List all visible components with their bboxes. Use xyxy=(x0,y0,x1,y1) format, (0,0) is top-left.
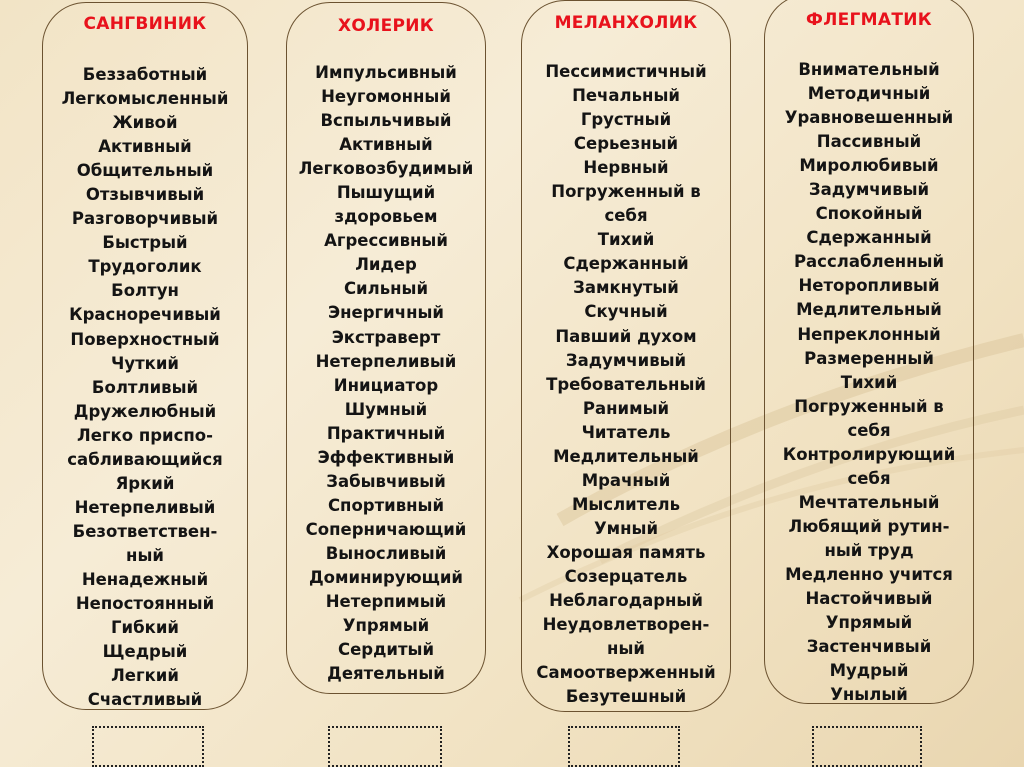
trait-item: Забывчивый xyxy=(326,471,446,491)
trait-item: Счастливый xyxy=(87,690,203,710)
trait-item: Ранимый xyxy=(582,398,670,418)
trait-item: Эффективный xyxy=(317,447,455,467)
column-phlegmatic xyxy=(764,0,974,704)
trait-item: Размеренный xyxy=(804,348,934,368)
trait-item: Мыслитель xyxy=(571,494,681,514)
trait-item: Быстрый xyxy=(102,233,188,253)
trait-item: Яркий xyxy=(115,473,175,493)
trait-item: Экстраверт xyxy=(331,327,441,347)
trait-item: Упрямый xyxy=(825,613,913,633)
answer-box-4[interactable] xyxy=(812,726,922,767)
trait-item: Легко приспо- xyxy=(77,425,213,445)
trait-item: Легковозбудимый xyxy=(298,159,474,179)
column-sanguine xyxy=(42,2,248,710)
column-title: САНГВИНИК xyxy=(83,14,207,34)
trait-item: Непреклонный xyxy=(797,324,941,344)
trait-item: Поверхностный xyxy=(70,329,220,349)
trait-item: себя xyxy=(604,206,648,226)
trait-item: Читатель xyxy=(581,422,671,442)
trait-item: Задумчивый xyxy=(565,350,687,370)
trait-item: Живой xyxy=(112,113,178,133)
trait-item: Ненадежный xyxy=(81,569,209,589)
column-title: МЕЛАНХОЛИК xyxy=(554,13,698,33)
trait-item: Мрачный xyxy=(581,470,671,490)
trait-item: Чуткий xyxy=(111,353,179,373)
trait-item: Сильный xyxy=(343,279,429,299)
trait-item: Неугомонный xyxy=(321,87,451,107)
trait-item: Контролирующий xyxy=(782,444,956,464)
trait-item: Дружелюбный xyxy=(73,401,217,421)
column-title: ХОЛЕРИК xyxy=(338,16,434,36)
trait-item: Доминирующий xyxy=(308,567,463,587)
trait-item: Внимательный xyxy=(798,60,940,79)
trait-item: Замкнутый xyxy=(573,278,679,298)
trait-item: Застенчивый xyxy=(806,637,932,657)
trait-item: Миролюбивый xyxy=(799,156,939,176)
trait-item: Хорошая память xyxy=(546,542,706,562)
trait-item: Соперничающий xyxy=(305,519,467,539)
trait-item: Грустный xyxy=(580,110,672,130)
trait-item: Нетерпеливый xyxy=(315,351,457,371)
trait-item: Импульсивный xyxy=(315,63,457,82)
trait-item: Общительный xyxy=(76,161,214,181)
trait-item: Активный xyxy=(98,137,192,157)
trait-item: Трудоголик xyxy=(88,257,202,277)
trait-item: Щедрый xyxy=(102,642,188,662)
trait-item: Пассивный xyxy=(816,132,922,152)
trait-item: Красноречивый xyxy=(69,305,221,325)
trait-item: Нервный xyxy=(583,158,669,178)
trait-item: Легкий xyxy=(111,666,179,686)
trait-list xyxy=(281,61,491,686)
trait-item: Методичный xyxy=(807,84,931,104)
trait-item: Погруженный в xyxy=(794,396,944,416)
trait-item: Неблагодарный xyxy=(549,591,703,611)
trait-item: Пессимистичный xyxy=(545,62,707,81)
trait-item: Расслабленный xyxy=(793,252,945,272)
trait-item: Самоотверженный xyxy=(536,663,716,683)
trait-item: Уравновешенный xyxy=(784,108,954,128)
column-title: ФЛЕГМАТИК xyxy=(806,10,932,30)
trait-item: Тихий xyxy=(597,230,655,250)
answer-box-2[interactable] xyxy=(328,726,442,767)
trait-item: Созерцатель xyxy=(564,566,688,586)
trait-item: Мудрый xyxy=(829,661,909,681)
trait-item: Сердитый xyxy=(337,640,435,660)
trait-item: Нетерпеливый xyxy=(74,497,216,517)
trait-item: Унылый xyxy=(830,685,908,705)
trait-item: Спокойный xyxy=(815,204,923,224)
trait-item: Безответствен- xyxy=(72,521,218,541)
trait-item: Павший духом xyxy=(555,326,697,346)
trait-item: себя xyxy=(847,468,891,488)
trait-item: Деятельный xyxy=(327,664,445,684)
trait-item: Требовательный xyxy=(546,374,706,394)
answer-box-3[interactable] xyxy=(568,726,680,767)
trait-item: Неудовлетворен- xyxy=(542,615,710,635)
trait-item: Скучный xyxy=(584,302,668,322)
trait-item: Практичный xyxy=(326,423,446,443)
trait-item: Непостоянный xyxy=(75,594,215,614)
trait-item: ный xyxy=(607,639,645,659)
trait-item: Вспыльчивый xyxy=(320,111,452,131)
trait-list xyxy=(759,58,979,707)
trait-item: Отзывчивый xyxy=(85,185,205,205)
trait-item: Инициатор xyxy=(333,375,439,395)
trait-item: Печальный xyxy=(572,86,680,106)
trait-item: Медлительный xyxy=(553,446,699,466)
trait-item: Разговорчивый xyxy=(71,209,219,229)
trait-item: Сдержанный xyxy=(563,254,689,274)
trait-item: себя xyxy=(847,420,891,440)
trait-item: Серьезный xyxy=(573,134,679,154)
trait-list xyxy=(516,60,736,709)
trait-item: ный труд xyxy=(824,540,914,560)
trait-item: здоровьем xyxy=(334,207,438,227)
trait-item: Лидер xyxy=(355,255,417,275)
trait-item: Медленно учится xyxy=(785,564,953,584)
trait-item: Гибкий xyxy=(111,618,179,638)
trait-item: Тихий xyxy=(840,372,898,392)
trait-item: Задумчивый xyxy=(808,180,930,200)
trait-item: Легкомысленный xyxy=(61,89,229,109)
trait-item: Неторопливый xyxy=(798,276,940,296)
trait-list xyxy=(37,63,253,712)
trait-item: Нетерпимый xyxy=(325,592,447,612)
trait-item: Спортивный xyxy=(327,495,445,515)
trait-item: Безутешный xyxy=(565,687,687,707)
trait-item: Болтун xyxy=(111,281,179,301)
trait-item: Беззаботный xyxy=(82,65,208,84)
trait-item: ный xyxy=(126,545,164,565)
trait-item: Энергичный xyxy=(328,303,444,323)
trait-item: Медлительный xyxy=(796,300,942,320)
answer-box-1[interactable] xyxy=(92,726,204,767)
trait-item: Активный xyxy=(339,135,433,155)
trait-item: Пышущий xyxy=(336,183,436,203)
trait-item: Агрессивный xyxy=(324,231,448,251)
trait-item: Шумный xyxy=(344,399,428,419)
trait-item: Упрямый xyxy=(342,616,430,636)
trait-item: Погруженный в xyxy=(551,182,701,202)
trait-item: Любящий рутин- xyxy=(788,516,950,536)
trait-item: Сдержанный xyxy=(806,228,932,248)
trait-item: Умный xyxy=(593,518,659,538)
trait-item: Выносливый xyxy=(325,543,447,563)
trait-item: Болтливый xyxy=(91,377,199,397)
column-melancholic xyxy=(521,0,731,712)
trait-item: Настойчивый xyxy=(805,589,933,609)
trait-item: Мечтательный xyxy=(798,492,940,512)
trait-item: сабливающийся xyxy=(67,449,223,469)
column-choleric xyxy=(286,2,486,694)
